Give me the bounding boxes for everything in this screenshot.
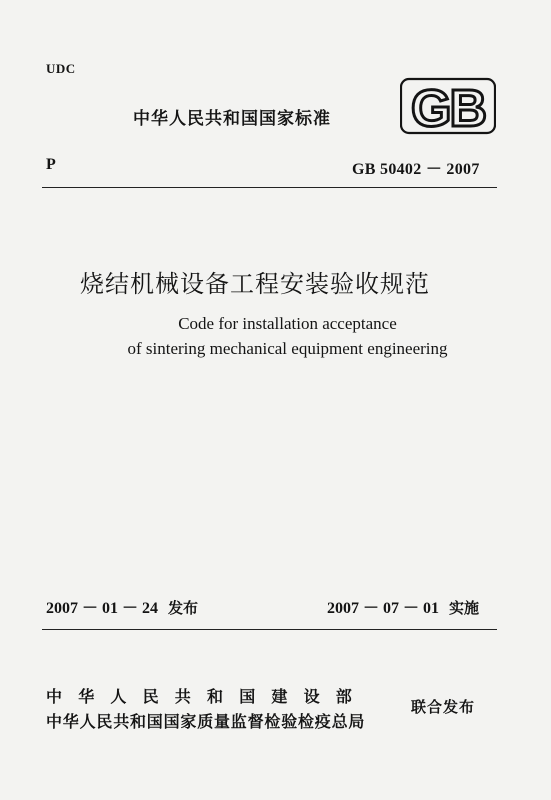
issue-label: 发布 [168, 599, 199, 617]
issue-date: 2007 － 01 － 24 [46, 600, 159, 617]
issuer-aqsiq: 中华人民共和国国家质量监督检验检疫总局 [46, 712, 366, 731]
english-title-line-2: of sintering mechanical equipment engineering [127, 339, 448, 358]
chinese-title: 烧结机械设备工程安装验收规范 [80, 270, 430, 298]
issue-date-block [46, 595, 198, 618]
joint-issue-label: 联合发布 [411, 698, 476, 716]
gb-logo-text: GB [411, 80, 485, 136]
standard-number: GB 50402 － 2007 [352, 161, 480, 178]
english-title-line-1: Code for installation acceptance [178, 314, 397, 333]
header-divider [42, 187, 497, 188]
gb-logo-icon [400, 76, 496, 136]
implement-date-block [327, 595, 479, 618]
issuer-ministry: 中华人民共和国建设部 [46, 687, 369, 706]
english-title [0, 311, 551, 361]
category-code: P [46, 156, 56, 173]
implement-label: 实施 [449, 599, 480, 617]
footer-divider [42, 629, 497, 630]
udc-label: UDC [46, 61, 76, 76]
standard-type-title: 中华人民共和国国家标准 [133, 109, 331, 129]
implement-date: 2007 － 07 － 01 [327, 600, 440, 617]
